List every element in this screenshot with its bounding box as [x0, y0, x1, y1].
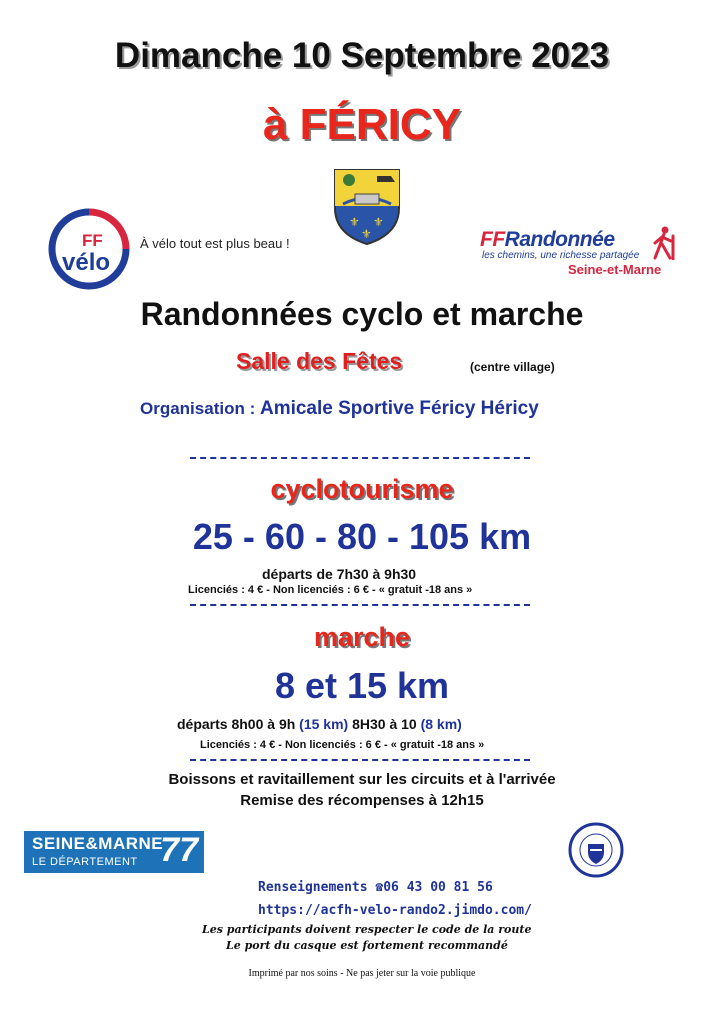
phone-icon: ☎	[375, 880, 384, 895]
marche-prices: Licenciés : 4 € - Non licenciés : 6 € - « gratuit -18 ans »	[200, 739, 485, 751]
sm77-sub: LE DÉPARTEMENT	[32, 856, 138, 868]
marche-departures	[177, 716, 462, 732]
info-line-2: Remise des récompenses à 12h15	[240, 792, 484, 809]
sm77-name: SEINE&MARNE	[32, 834, 164, 853]
marche-departures-b: 8H30 à 10	[348, 716, 421, 732]
marche-distances: 8 et 15 km	[274, 665, 450, 706]
contact-website[interactable]: https://acfh-velo-rando2.jimdo.com/	[258, 903, 532, 918]
ffrandonnee-ff: FF	[480, 228, 505, 251]
sm77-number: 77	[160, 831, 198, 869]
venue-note: (centre village)	[470, 360, 555, 374]
rule-line-1: Les participants doivent respecter le code de la route	[202, 923, 532, 936]
contact-phone: 06 43 00 81 56	[383, 880, 493, 895]
marche-departures-a: départs 8h00 à 9h	[177, 716, 300, 732]
organisation	[140, 398, 539, 420]
info-line-1: Boissons et ravitaillement sur les circuits et à l'arrivée	[168, 771, 556, 788]
ffrandonnee-word: Randonnée	[504, 228, 615, 251]
organisation-name: Amicale Sportive Féricy Héricy	[259, 398, 539, 419]
cyclo-departures: départs de 7h30 à 9h30	[262, 566, 417, 582]
ffrandonnee-logo	[480, 228, 680, 277]
cyclo-prices: Licenciés : 4 € - Non licenciés : 6 € - « gratuit -18 ans »	[188, 584, 473, 596]
event-place: à FÉRICY	[262, 100, 462, 149]
event-subtitle: Randonnées cyclo et marche	[140, 296, 584, 332]
ffvelo-ff-text: FF	[82, 231, 103, 250]
divider	[190, 604, 530, 606]
divider	[190, 759, 530, 761]
ffrandonnee-tagline: les chemins, une richesse partagée	[482, 250, 640, 261]
ffvelo-velo-text: vélo	[62, 249, 111, 276]
svg-text:⚜: ⚜	[349, 215, 360, 229]
seine-et-marne-logo	[24, 831, 204, 873]
svg-text:⚜: ⚜	[361, 227, 372, 241]
coat-of-arms-icon	[333, 168, 401, 251]
contact-phone-line	[258, 880, 493, 895]
cyclo-title: cyclotourisme	[270, 474, 454, 504]
ffvelo-slogan: À vélo tout est plus beau !	[140, 236, 290, 251]
contact-label: Renseignements	[258, 880, 376, 895]
ffrandonnee-dept: Seine-et-Marne	[568, 262, 662, 277]
svg-text:⚜: ⚜	[373, 215, 384, 229]
rule-line-2: Le port du casque est fortement recommandé	[226, 939, 508, 952]
marche-departures-b-dist: (8 km)	[420, 716, 462, 732]
club-badge-icon	[568, 822, 624, 883]
marche-departures-a-dist: (15 km)	[299, 716, 349, 732]
footer-notice: Imprimé par nos soins - Ne pas jeter sur la voie publique	[248, 968, 476, 979]
cyclo-distances: 25 - 60 - 80 - 105 km	[192, 516, 532, 557]
event-date: Dimanche 10 Septembre 2023	[114, 36, 610, 75]
hiker-icon	[650, 226, 678, 260]
divider	[190, 457, 530, 459]
organisation-label: Organisation :	[140, 399, 260, 418]
venue: Salle des Fêtes	[236, 348, 403, 374]
marche-title: marche	[313, 622, 411, 652]
ffvelo-logo	[48, 208, 130, 290]
